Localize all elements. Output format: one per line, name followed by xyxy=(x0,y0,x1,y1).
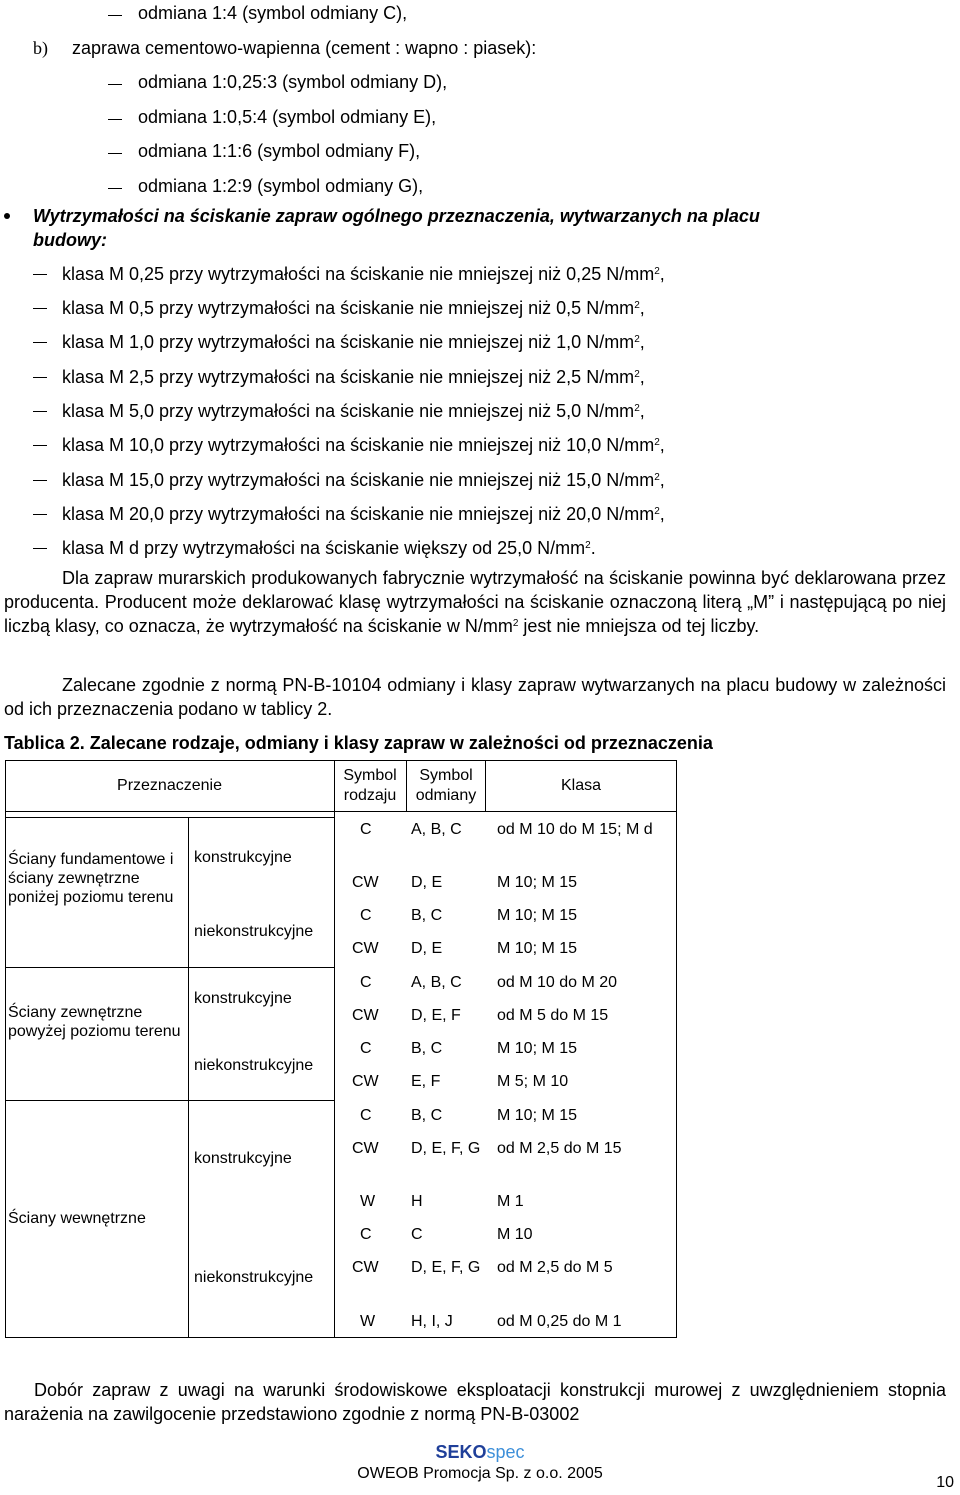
strength-heading-line2: budowy: xyxy=(33,230,107,250)
cell-variant: D, E, F xyxy=(411,1007,461,1024)
cell-variant: E, F xyxy=(411,1073,441,1090)
cell-class: M 1 xyxy=(497,1193,524,1210)
cell-class: M 10; M 15 xyxy=(497,1040,578,1057)
cell-type: CW xyxy=(352,1259,379,1276)
item-b-variant: odmiana 1:1:6 (symbol odmiany F), xyxy=(138,141,421,161)
cell-class: M 5; M 10 xyxy=(497,1073,569,1090)
cell-type: C xyxy=(360,821,372,838)
cell-type: W xyxy=(360,1313,376,1330)
bullet-icon xyxy=(4,213,10,219)
dash-icon xyxy=(33,548,47,549)
cell-type: CW xyxy=(352,1073,379,1090)
cell-type: CW xyxy=(352,940,379,957)
group-external-walls: Ściany zewnętrzne powyżej poziomu terenu xyxy=(8,1004,181,1040)
cell-type: C xyxy=(360,1040,372,1057)
cell-type: C xyxy=(360,907,372,924)
cell-type: C xyxy=(360,974,372,991)
dash-icon xyxy=(33,445,47,446)
table-border xyxy=(5,1337,677,1338)
class-item: klasa M 1,0 przy wytrzymałości na ściskanie nie mniejszej niż 1,0 $N/mm^2$, xyxy=(62,332,645,352)
cell-type: C xyxy=(360,1226,372,1243)
cell-variant: H, I, J xyxy=(411,1313,453,1330)
cell-class: od M 10 do M 15; M d xyxy=(497,821,653,838)
header-symbol-type: Symbol rodzaju xyxy=(343,767,397,804)
footer-company: OWEOB Promocja Sp. z o.o. 2005 xyxy=(357,1465,603,1482)
paragraph-manufacturer: Dla zapraw murarskich produkowanych fabrycznie wytrzymałość na ściskanie powinna być deklarowana przez producenta. Producent może deklarować klasę wytrzymałości na ściskanie oznaczoną literą „M” i następującą po niej liczbą klasy, co oznacza, że wytrzymałość na ściskanie w $N/mm^2$ jest nie mniejsza od tej liczby. xyxy=(4,568,946,636)
dash-icon xyxy=(108,84,122,85)
subgroup-non-structural: niekonstrukcyjne xyxy=(194,923,314,940)
footer-logo xyxy=(0,1441,960,1463)
class-item: klasa M d przy wytrzymałości na ściskanie większy od 25,0 $N/mm^2$. xyxy=(62,538,596,558)
item-b-variant: odmiana 1:0,5:4 (symbol odmiany E), xyxy=(138,107,437,127)
dash-icon xyxy=(33,342,47,343)
dash-icon xyxy=(33,274,47,275)
paragraph-recommended: Zalecane zgodnie z normą PN-B-10104 odmiany i klasy zapraw wytwarzanych na placu budowy w zależności od ich przeznaczenia podano w tablicy 2. xyxy=(4,675,946,719)
paragraph-environment: Dobór zapraw z uwagi na warunki środowiskowe eksploatacji konstrukcji murowej z uwzględnieniem stopnia narażenia na zawilgocenie przedstawiono zgodnie z normą PN-B-03002 xyxy=(4,1380,946,1424)
class-item: klasa M 15,0 przy wytrzymałości na ściskanie nie mniejszej niż 15,0 $N/mm^2$, xyxy=(62,470,665,490)
cell-type: CW xyxy=(352,874,379,891)
table-rule xyxy=(334,760,335,1338)
subgroup-non-structural: niekonstrukcyjne xyxy=(194,1269,314,1286)
header-purpose: Przeznaczenie xyxy=(117,777,222,794)
table-border xyxy=(5,760,677,761)
cell-class: od M 2,5 do M 15 xyxy=(497,1140,622,1157)
cell-variant: C xyxy=(411,1226,423,1243)
cell-class: od M 0,25 do M 1 xyxy=(497,1313,622,1330)
item-b-variant: odmiana 1:2:9 (symbol odmiany G), xyxy=(138,176,424,196)
logo-part-seko: SEKO xyxy=(435,1442,487,1462)
cell-variant: B, C xyxy=(411,907,443,924)
intro-list-item: odmiana 1:4 (symbol odmiany C), xyxy=(138,3,408,23)
dash-icon xyxy=(33,411,47,412)
table-border xyxy=(676,760,677,1338)
class-item: klasa M 0,5 przy wytrzymałości na ściskanie nie mniejszej niż 0,5 $N/mm^2$, xyxy=(62,298,645,318)
cell-type: C xyxy=(360,1107,372,1124)
cell-class: M 10; M 15 xyxy=(497,940,578,957)
table-rule xyxy=(5,1100,334,1101)
cell-class: M 10; M 15 xyxy=(497,907,578,924)
subgroup-non-structural: niekonstrukcyjne xyxy=(194,1057,314,1074)
page-number: 10 xyxy=(936,1474,954,1491)
table-rule xyxy=(5,967,334,968)
cell-variant: B, C xyxy=(411,1040,443,1057)
cell-class: od M 10 do M 20 xyxy=(497,974,618,991)
table-caption: Tablica 2. Zalecane rodzaje, odmiany i klasy zapraw w zależności od przeznaczenia xyxy=(4,733,713,753)
cell-type: W xyxy=(360,1193,376,1210)
group-internal-walls: Ściany wewnętrzne xyxy=(8,1210,146,1227)
strength-heading-line1: Wytrzymałości na ściskanie zapraw ogólnego przeznaczenia, wytwarzanych na placu xyxy=(33,206,760,226)
cell-type: CW xyxy=(352,1007,379,1024)
recommendation-table xyxy=(5,760,677,1338)
cell-class: M 10 xyxy=(497,1226,533,1243)
header-class: Klasa xyxy=(560,777,602,794)
dash-icon xyxy=(33,377,47,378)
group-foundation-walls: Ściany fundamentowe i ściany zewnętrzne poniżej poziomu terenu xyxy=(8,851,174,906)
class-item: klasa M 0,25 przy wytrzymałości na ściskanie nie mniejszej niż 0,25 $N/mm^2$, xyxy=(62,264,665,284)
table-border xyxy=(5,760,6,1338)
cell-variant: A, B, C xyxy=(411,821,462,838)
cell-variant: D, E xyxy=(411,940,443,957)
table-rule xyxy=(5,817,334,818)
cell-class: od M 5 do M 15 xyxy=(497,1007,609,1024)
cell-variant: H xyxy=(411,1193,423,1210)
table-rule xyxy=(188,967,189,1100)
cell-variant: B, C xyxy=(411,1107,443,1124)
subgroup-structural: konstrukcyjne xyxy=(194,849,292,866)
table-rule xyxy=(188,818,189,967)
dash-icon xyxy=(108,15,122,16)
cell-variant: A, B, C xyxy=(411,974,462,991)
header-symbol-variant: Symbol odmiany xyxy=(415,767,477,804)
cell-class: M 10; M 15 xyxy=(497,874,578,891)
dash-icon xyxy=(33,480,47,481)
logo-part-spec: spec xyxy=(486,1442,525,1462)
table-rule xyxy=(188,1100,189,1338)
item-b-text: zaprawa cementowo-wapienna (cement : wapno : piasek): xyxy=(72,38,537,58)
class-item: klasa M 20,0 przy wytrzymałości na ściskanie nie mniejszej niż 20,0 $N/mm^2$, xyxy=(62,504,665,524)
class-item: klasa M 10,0 przy wytrzymałości na ściskanie nie mniejszej niż 10,0 $N/mm^2$, xyxy=(62,435,665,455)
dash-icon xyxy=(108,153,122,154)
subgroup-structural: konstrukcyjne xyxy=(194,1150,292,1167)
class-item: klasa M 2,5 przy wytrzymałości na ściskanie nie mniejszej niż 2,5 $N/mm^2$, xyxy=(62,367,645,387)
table-rule xyxy=(5,811,677,812)
dash-icon xyxy=(33,308,47,309)
cell-type: CW xyxy=(352,1140,379,1157)
subgroup-structural: konstrukcyjne xyxy=(194,990,292,1007)
cell-variant: D, E, F, G xyxy=(411,1259,481,1276)
cell-variant: D, E xyxy=(411,874,443,891)
item-b-variant: odmiana 1:0,25:3 (symbol odmiany D), xyxy=(138,72,448,92)
cell-variant: D, E, F, G xyxy=(411,1140,481,1157)
dash-icon xyxy=(108,119,122,120)
list-marker-b: b) xyxy=(33,38,48,58)
cell-class: od M 2,5 do M 5 xyxy=(497,1259,613,1276)
cell-class: M 10; M 15 xyxy=(497,1107,578,1124)
dash-icon xyxy=(108,188,122,189)
dash-icon xyxy=(33,514,47,515)
class-item: klasa M 5,0 przy wytrzymałości na ściskanie nie mniejszej niż 5,0 $N/mm^2$, xyxy=(62,401,645,421)
